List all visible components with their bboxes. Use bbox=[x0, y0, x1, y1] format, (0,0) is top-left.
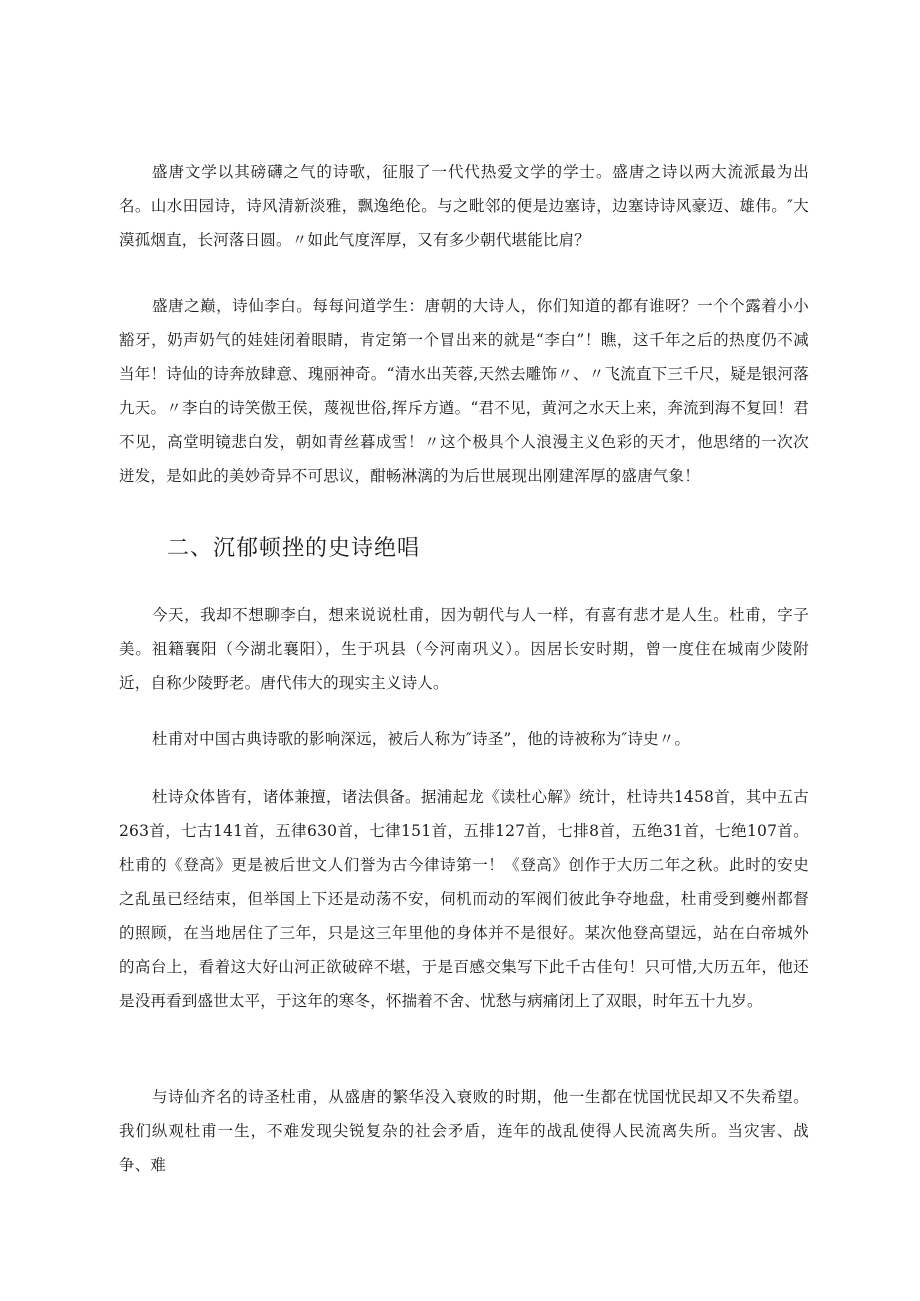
paragraph-du-fu-intro: 今天，我却不想聊李白，想来说说杜甫，因为朝代与人一样，有喜有悲才是人生。杜甫，字子美。祖籍襄阳（今湖北襄阳），生于巩县（今河南巩义）。因居长安时期，曾一度住在城南少陵附近，自称少陵野老。唐代伟大的现实主义诗人。 bbox=[119, 606, 809, 692]
paragraph-shengtang-poetry: 盛唐文学以其磅礴之气的诗歌，征服了一代代热爱文学的学士。盛唐之诗以两大流派最为出名。山水田园诗，诗风清新淡雅，飘逸绝伦。与之毗邻的便是边塞诗，边塞诗诗风豪迈、雄伟。″大漠孤烟直，长河落日圆。〃如此气度浑厚，又有多少朝代堪能比肩？ bbox=[119, 163, 809, 249]
paragraph-du-fu-influence: 杜甫对中国古典诗歌的影响深远，被后人称为″诗圣”，他的诗被称为″诗史〃。 bbox=[152, 730, 691, 748]
section-heading: 二、沉郁顿挫的史诗绝唱 bbox=[167, 536, 421, 561]
paragraph-du-fu-life: 与诗仙齐名的诗圣杜甫，从盛唐的繁华没入衰败的时期，他一生都在忧国忧民却又不失希望。我们纵观杜甫一生，不难发现尖锐复杂的社会矛盾，连年的战乱使得人民流离失所。当灾害、战争、难 bbox=[119, 1088, 809, 1174]
paragraph-du-fu-works: 杜诗众体皆有，诸体兼擅，诸法俱备。据浦起龙《读杜心解》统计，杜诗共1458首，其中五古263首，七古141首，五律630首，七律151首，五排127首，七排8首，五绝31首，七绝107首。杜甫的《登高》更是被后世文人们誉为古今律诗第一！《登高》创作于大历二年之秋。此时的安史之乱虽已经结束，但举国上下还是动荡不安，伺机而动的军阀们彼此争夺地盘，杜甫受到夔州都督的照顾，在当地居住了三年，只是这三年里他的身体并不是很好。某次他登高望远，站在白帝城外的高台上，看着这大好山河正欲破碎不堪，于是百感交集写下此千古佳句！只可惜,大历五年，他还是没再看到盛世太平，于这年的寒冬，怀揣着不舍、忧愁与病痛闭上了双眼，时年五十九岁。 bbox=[119, 788, 809, 1010]
paragraph-li-bai: 盛唐之巅，诗仙李白。每每问道学生：唐朝的大诗人，你们知道的都有谁呀？一个个露着小小豁牙，奶声奶气的娃娃闭着眼睛，肯定第一个冒出来的就是“李白”！瞧，这千年之后的热度仍不减当年！诗仙的诗奔放肆意、瑰丽神奇。“清水出芙蓉,天然去雕饰〃、〃飞流直下三千尺，疑是银河落九天。〃李白的诗笑傲王侯，蔑视世俗,挥斥方遒。“君不见，黄河之水天上来，奔流到海不复回！君不见，高堂明镜悲白发，朝如青丝暮成雪！〃这个极具个人浪漫主义色彩的天才，他思绪的一次次迸发，是如此的美妙奇异不可思议，酣畅淋漓的为后世展现出刚建浑厚的盛唐气象！ bbox=[119, 297, 809, 485]
